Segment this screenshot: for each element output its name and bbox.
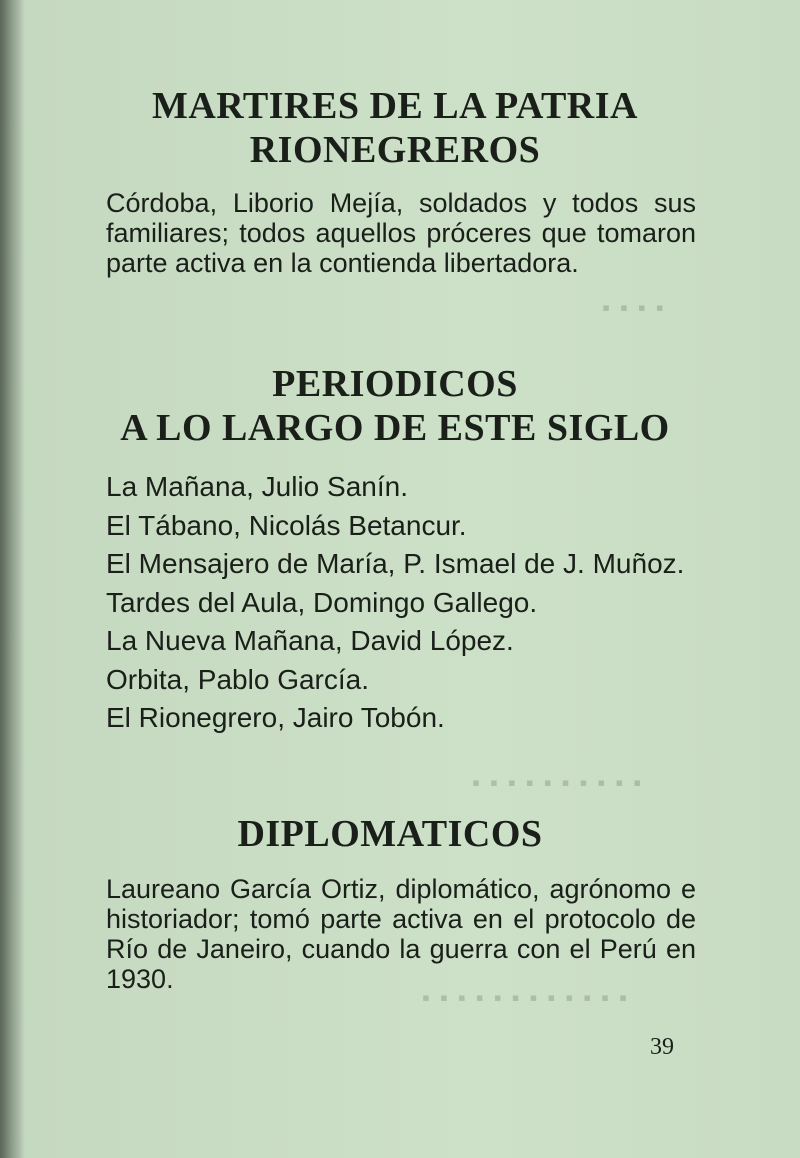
show-through-decoration: ▪ ▪ ▪ ▪ ▪ ▪ ▪ ▪ ▪ ▪ ▪ ▪	[420, 985, 627, 1010]
list-item: La Nueva Mañana, David López.	[106, 625, 514, 656]
diplomaticos-paragraph: Laureano García Ortiz, diplomático, agrónomo e historiador; tomó parte activa en el protocolo de Río de Janeiro, cuando la guerra con el Perú en 1930.	[106, 874, 696, 994]
title-line: PERIODICOS	[272, 363, 518, 405]
title-line: MARTIRES DE LA PATRIA	[152, 85, 638, 127]
title-line: A LO LARGO DE ESTE SIGLO	[120, 407, 670, 449]
show-through-decoration: ▪ ▪ ▪ ▪	[600, 295, 664, 320]
list-item: El Mensajero de María, P. Ismael de J. Muñoz.	[106, 548, 685, 579]
list-item: El Rionegrero, Jairo Tobón.	[106, 702, 445, 733]
list-item: El Tábano, Nicolás Betancur.	[106, 509, 467, 541]
section-title-diplomaticos	[0, 812, 780, 856]
title-line: RIONEGREROS	[249, 129, 541, 171]
martires-paragraph: Córdoba, Liborio Mejía, soldados y todos sus familiares; todos aquellos próceres que tomaron parte activa en la contienda libertadora.	[106, 188, 696, 278]
binding-shadow	[0, 0, 24, 1158]
show-through-decoration: ▪ ▪ ▪ ▪ ▪ ▪ ▪ ▪ ▪ ▪	[470, 770, 641, 795]
list-item: Orbita, Pablo García.	[106, 663, 370, 695]
page-number: 39	[650, 1034, 674, 1060]
section-title-martires	[0, 84, 790, 172]
section-title-periodicos	[0, 362, 790, 450]
title-line: DIPLOMATICOS	[237, 813, 543, 855]
periodicos-list	[106, 468, 684, 738]
list-item: Tardes del Aula, Domingo Gallego.	[106, 586, 538, 618]
list-item: La Mañana, Julio Sanín.	[106, 471, 408, 502]
